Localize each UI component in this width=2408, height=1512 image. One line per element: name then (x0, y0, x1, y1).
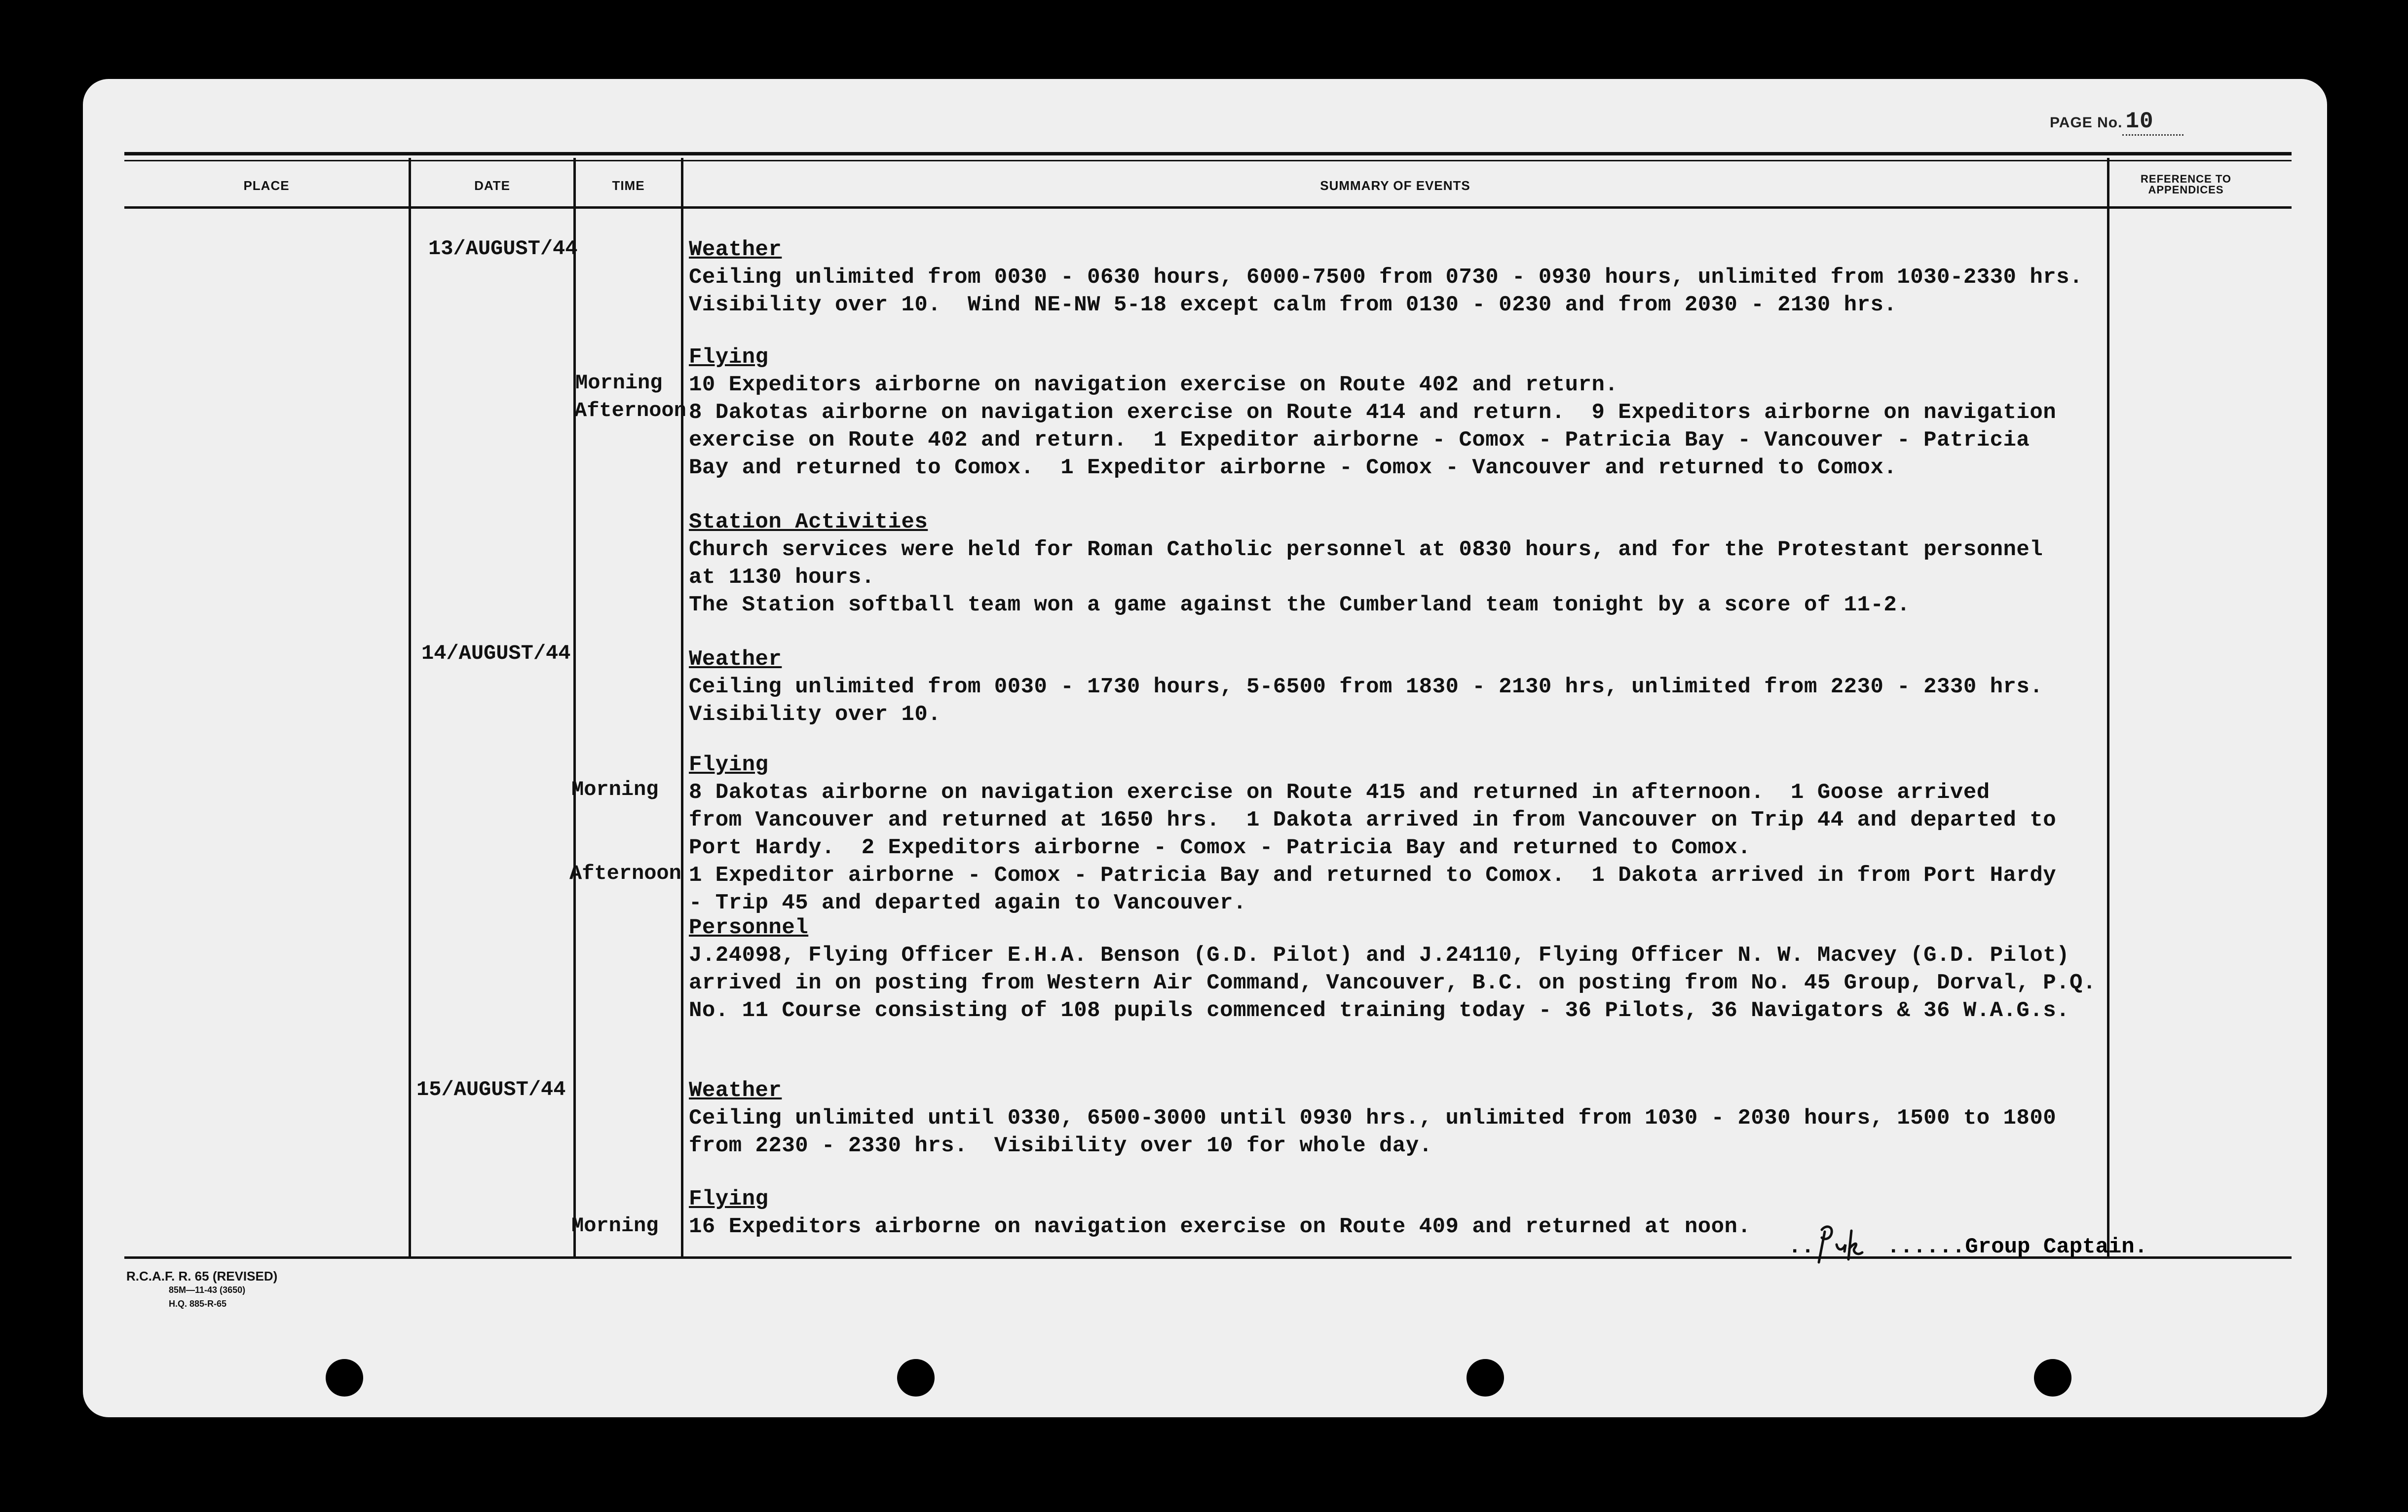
entry-line: arrived in on posting from Western Air Command, Vancouver, B.C. on posting from No. 45 Group, Dorval, P.Q. (689, 971, 2096, 995)
entry-line: 8 Dakotas airborne on navigation exercise on Route 415 and returned in afternoon. 1 Goose arrived (689, 780, 1990, 805)
signature-leader-dots: .. (1788, 1235, 1814, 1259)
entry-personnel-14 (689, 914, 2130, 1024)
entry-heading: Weather (689, 1078, 782, 1103)
entry-heading: Station Activities (689, 510, 928, 534)
entry-line: The Station softball team won a game against the Cumberland team tonight by a score of 11-2. (689, 593, 1911, 617)
entry-heading: Weather (689, 647, 782, 672)
entry-line: Port Hardy. 2 Expeditors airborne - Comox - Patricia Bay and returned to Comox. (689, 835, 1751, 860)
entry-line: at 1130 hours. (689, 565, 875, 590)
entry-line: Visibility over 10. (689, 702, 941, 727)
entry-station-activities-13 (689, 508, 2130, 619)
header-rule (124, 206, 2292, 209)
column-header-summary: SUMMARY OF EVENTS (1320, 178, 1470, 193)
binder-hole (2034, 1359, 2071, 1397)
entry-line: from Vancouver and returned at 1650 hrs. 1 Dakota arrived in from Vancouver on Trip 44 and departed to (689, 808, 2057, 832)
column-header-date: DATE (474, 178, 510, 193)
entry-line: 16 Expeditors airborne on navigation exercise on Route 409 and returned at noon. (689, 1214, 1751, 1239)
entry-line: exercise on Route 402 and return. 1 Expeditor airborne - Comox - Patricia Bay - Vancouver - Patricia (689, 428, 2030, 453)
time-13-morning: Morning (575, 371, 663, 395)
entry-heading: Flying (689, 753, 769, 777)
signature-trail: ......Group Captain. (1887, 1235, 2148, 1259)
column-header-time: TIME (612, 178, 645, 193)
entry-line: 1 Expeditor airborne - Comox - Patricia Bay and returned to Comox. 1 Dakota arrived in from Port Hardy (689, 863, 2057, 888)
entry-heading: Weather (689, 237, 782, 262)
binder-hole (897, 1359, 935, 1397)
entry-line: Ceiling unlimited until 0330, 6500-3000 until 0930 hrs., unlimited from 1030 - 2030 hours, 1500 to 1800 (689, 1106, 2057, 1131)
entry-line: 10 Expeditors airborne on navigation exercise on Route 402 and return. (689, 373, 1618, 397)
divider-time-summary (681, 158, 683, 1258)
page-number-label (2050, 109, 2183, 134)
time-13-afternoon: Afternoon (574, 399, 686, 422)
entry-flying-15 (689, 1185, 2130, 1241)
form-id-line: R.C.A.F. R. 65 (REVISED) (126, 1269, 278, 1284)
entry-line: J.24098, Flying Officer E.H.A. Benson (G.D. Pilot) and J.24110, Flying Officer N. W. Macvey (G.D. Pilot) (689, 943, 2070, 968)
page-number: 10 (2122, 109, 2183, 136)
time-14-afternoon: Afternoon (569, 862, 681, 885)
divider-date-time (573, 158, 576, 1258)
entry-line: No. 11 Course consisting of 108 pupils commenced training today - 36 Pilots, 36 Navigators & 36 W.A.G.s. (689, 998, 2070, 1023)
top-rule-thin (124, 160, 2292, 161)
entry-line: - Trip 45 and departed again to Vancouver. (689, 891, 1246, 915)
binder-hole (326, 1359, 363, 1397)
form-identifier (126, 1269, 277, 1311)
entry-line: Bay and returned to Comox. 1 Expeditor airborne - Comox - Vancouver and returned to Comox. (689, 455, 1897, 480)
time-15-morning: Morning (571, 1214, 659, 1238)
entry-flying-14 (689, 751, 2130, 917)
divider-place-date (409, 158, 411, 1258)
binder-hole (1467, 1359, 1504, 1397)
entry-line: from 2230 - 2330 hrs. Visibility over 10 for whole day. (689, 1134, 1432, 1158)
date-15-august: 15/AUGUST/44 (416, 1078, 566, 1101)
entry-flying-13 (689, 343, 2130, 482)
entry-heading: Flying (689, 1187, 769, 1211)
entry-line: Ceiling unlimited from 0030 - 1730 hours, 5-6500 from 1830 - 2130 hrs, unlimited from 2230 - 2330 hrs. (689, 675, 2043, 699)
top-rule (124, 152, 2292, 155)
page-label: PAGE No. (2050, 114, 2123, 131)
entry-line: Visibility over 10. Wind NE-NW 5-18 except calm from 0130 - 0230 and from 2030 - 2130 hrs. (689, 293, 1897, 317)
handwritten-signature (1813, 1220, 1892, 1264)
date-14-august: 14/AUGUST/44 (421, 642, 571, 665)
entry-weather-14 (689, 645, 2130, 728)
form-id-line: 85M—11-43 (3650) (169, 1285, 246, 1295)
entry-line: Ceiling unlimited from 0030 - 0630 hours, 6000-7500 from 0730 - 0930 hours, unlimited from 1030-2330 hrs. (689, 265, 2083, 290)
entry-line: 8 Dakotas airborne on navigation exercise on Route 414 and return. 9 Expeditors airborne on navigation (689, 400, 2057, 425)
column-header-reference: REFERENCE TO APPENDICES (2141, 173, 2231, 196)
entry-line: Church services were held for Roman Catholic personnel at 0830 hours, and for the Protestant personnel (689, 537, 2043, 562)
column-header-place: PLACE (243, 178, 290, 193)
time-14-morning: Morning (571, 778, 659, 801)
date-13-august: 13/AUGUST/44 (428, 237, 578, 261)
form-id-line: H.Q. 885-R-65 (169, 1299, 227, 1309)
entry-heading: Flying (689, 345, 769, 370)
entry-heading: Personnel (689, 915, 809, 940)
entry-weather-15 (689, 1077, 2130, 1160)
ledger-sheet (83, 79, 2327, 1417)
entry-weather-13 (689, 236, 2130, 319)
